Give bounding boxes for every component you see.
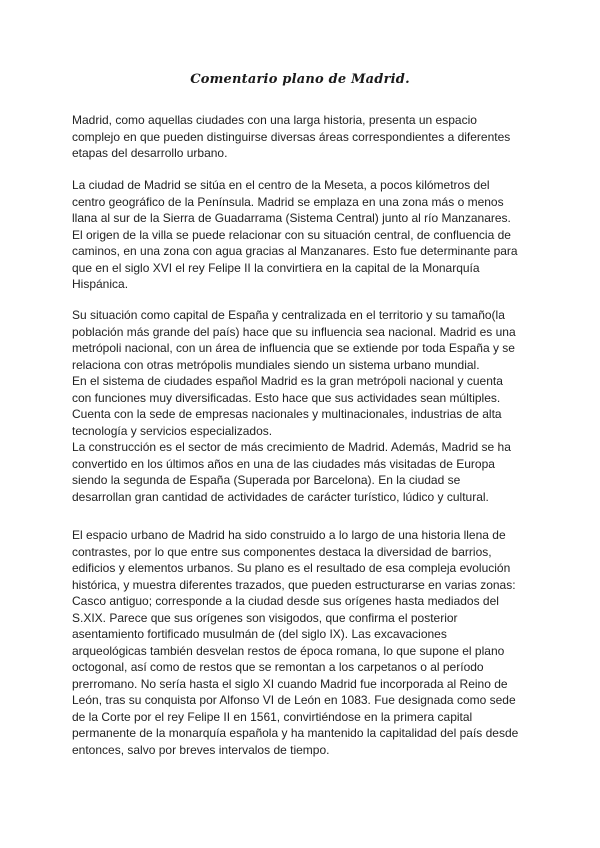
text-line: llana al sur de la Sierra de Guadarrama (Sistema Central) junto al río Manzanares. [72,211,511,225]
text-line: La construcción es el sector de más crecimiento de Madrid. Además, Madrid se ha [72,440,511,454]
text-line: Casco antiguo; corresponde a la ciudad desde sus orígenes hasta mediados del [72,594,499,608]
text-line: S.XIX. Parece que sus orígenes son visigodos, que confirma el posterior [72,610,458,625]
paragraph-location [72,177,534,293]
text-line: tecnología y servicios especializados. [72,423,273,438]
text-line: octogonal, así como de restos que se remontan a los carpetanos o al período [72,660,484,674]
paragraph-urban-space [72,527,534,758]
text-line: entonces, salvo por breves intervalos de tiempo. [72,742,330,757]
text-line: desarrollan gran cantidad de actividades de carácter turístico, lúdico y cultural. [72,489,489,504]
text-line: El origen de la villa se puede relacionar con su situación central, de confluencia de [72,227,511,242]
text-line: convertido en los últimos años en una de las ciudades más visitadas de Europa [72,456,495,471]
text-line: En el sistema de ciudades español Madrid es la gran metrópoli nacional y cuenta [72,374,503,388]
text-line: Cuenta con la sede de empresas nacionales y multinacionales, industrias de alta [72,407,502,421]
text-line: complejo en que pueden distinguirse diversas áreas correspondientes a diferentes [72,129,511,144]
text-line: que en el siglo XVI el rey Felipe II la convirtiera en la capital de la Monarquía [72,260,480,275]
text-line: población más grande del país) hace que su influencia sea nacional. Madrid es una [72,324,516,339]
text-line: El espacio urbano de Madrid ha sido construido a lo largo de una historia llena de [72,528,506,542]
text-line: metrópoli nacional, con un área de influencia que se extiende por toda España y se [72,341,515,355]
text-line: caminos, en una zona con agua gracias al Manzanares. Esto fue determinante para [72,244,518,258]
text-line: asentamiento fortificado musulmán de (del siglo IX). Las excavaciones [72,627,447,641]
text-line: permanente de la monarquía española y ha mantenido la capitalidad del país desde [72,726,519,740]
text-line: centro geográfico de la Península. Madrid se emplaza en una zona más o menos [72,194,504,209]
text-line: relaciona con otras metrópolis mundiales siendo un sistema urbano mundial. [72,357,480,372]
text-line: edificios y elementos urbanos. Su plano es el resultado de esa compleja evolución [72,561,511,575]
text-line: La ciudad de Madrid se sitúa en el centro de la Meseta, a pocos kilómetros del [72,178,490,192]
text-line: arqueológicas también desvelan restos de época romana, lo que supone el plano [72,643,505,658]
text-line: contrastes, por lo que entre sus componentes destaca la diversidad de barrios, [72,544,492,559]
text-line: Madrid, como aquellas ciudades con una larga historia, presenta un espacio [72,113,477,127]
paragraph-intro [72,112,534,162]
text-line: con funciones muy diversificadas. Esto hace que sus actividades sean múltiples. [72,390,501,405]
text-line: Su situación como capital de España y centralizada en el territorio y su tamaño(la [72,308,505,322]
text-line: etapas del desarrollo urbano. [72,146,228,160]
paragraph-influence [72,307,534,505]
text-line: Hispánica. [72,277,129,291]
text-line: histórica, y muestra diferentes trazados, que pueden estructurarse en varias zonas: [72,577,516,592]
text-line: León, tras su conquista por Alfonso VI de León en 1083. Fue designada como sede [72,693,516,707]
text-line: siendo la segunda de España (Superada por Barcelona). En la ciudad se [72,473,461,487]
text-line: de la Corte por el rey Felipe II en 1561, convirtiéndose en la primera capital [72,709,473,724]
page-title: Comentario plano de Madrid. [190,72,410,87]
text-line: prerromano. No sería hasta el siglo XI cuando Madrid fue incorporada al Reino de [72,676,508,691]
